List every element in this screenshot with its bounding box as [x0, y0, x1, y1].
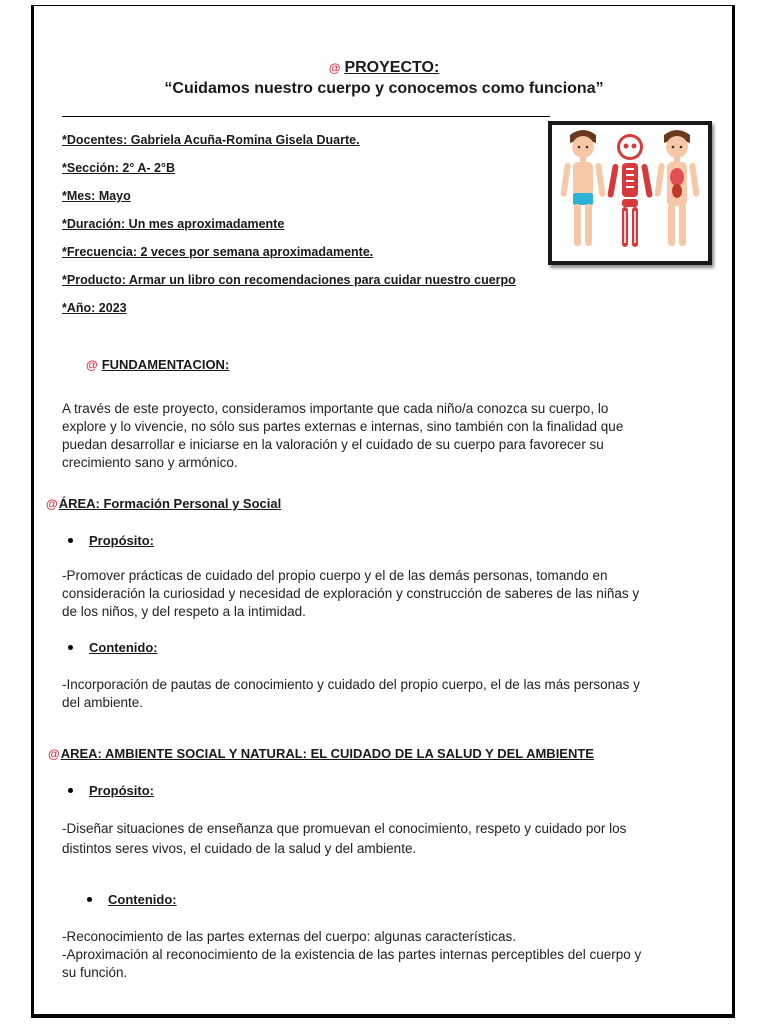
info-frecuencia: *Frecuencia: 2 veces por semana aproximadamente.: [62, 245, 374, 259]
bullet-icon: [68, 645, 73, 650]
boy-figure-organs: [654, 130, 699, 246]
at-sign-icon: @: [46, 497, 58, 511]
bullet-icon: [87, 897, 92, 902]
info-seccion: *Sección: 2° A- 2°B: [62, 161, 176, 175]
info-duracion: *Duración: Un mes aproximadamente: [62, 217, 285, 231]
area1-proposito-text: -Promover prácticas de cuidado del propio cuerpo y el de las demás personas, tomando en consideración la curiosidad y necesidad de exploración y construcción de saberes de las niñas y de los niños, y del respeto a la intimidad.: [62, 568, 640, 619]
area2-proposito-label: Propósito:: [68, 783, 154, 798]
project-title-text: PROYECTO:: [344, 59, 440, 76]
bullet-icon: [68, 538, 73, 543]
boy-figure-left: [560, 130, 605, 246]
area2-contenido-label: Contenido:: [87, 892, 177, 907]
area2-proposito-text: -Diseñar situaciones de enseñanza que promuevan el conocimiento, respeto y cuidado por los distintos seres vivos, el cuidado de la salud y del ambiente.: [62, 821, 627, 856]
project-subtitle: “Cuidamos nuestro cuerpo y conocemos como funciona”: [164, 80, 604, 97]
info-mes: *Mes: Mayo: [62, 189, 131, 203]
bullet-icon: [68, 788, 73, 793]
info-anio: *Año: 2023: [62, 301, 127, 315]
info-docentes: *Docentes: Gabriela Acuña-Romina Gisela Duarte.: [62, 133, 360, 147]
body-figures-svg: [552, 125, 708, 261]
area1-proposito-label: Propósito:: [68, 533, 154, 548]
at-sign-icon: @: [48, 747, 60, 761]
area2-heading: @AREA: AMBIENTE SOCIAL Y NATURAL: EL CUIDADO DE LA SALUD Y DEL AMBIENTE: [48, 746, 594, 761]
fundamentacion-heading: @ FUNDAMENTACION:: [86, 357, 230, 372]
area1-contenido-text: -Incorporación de pautas de conocimiento y cuidado del propio cuerpo, el de las más personas y del ambiente.: [62, 677, 640, 710]
at-sign-icon: @: [328, 61, 341, 75]
project-title: [0, 59, 768, 77]
at-sign-icon: @: [86, 358, 98, 372]
human-body-illustration: [548, 121, 712, 265]
area2-contenido-text: -Reconocimiento de las partes externas del cuerpo: algunas características. -Aproximación al reconocimiento de la existencia de las partes internas perceptibles del cuerpo y su función.: [62, 929, 642, 980]
fundamentacion-paragraph: A través de este proyecto, consideramos importante que cada niño/a conozca su cuerpo, lo explore y lo vivencie, no sólo sus partes externas e internas, sino también con la finalidad que puedan desarrollar e iniciarse en la valoración y el cuidado de su cuerpo para favorecer su crecimiento sano y armónico.: [62, 401, 624, 470]
info-producto: *Producto: Armar un libro con recomendaciones para cuidar nuestro cuerpo: [62, 273, 516, 287]
area1-contenido-label: Contenido:: [68, 640, 158, 655]
title-divider: [62, 116, 550, 117]
skeleton-figure: [607, 134, 653, 247]
area1-heading: @ÁREA: Formación Personal y Social: [46, 496, 282, 511]
